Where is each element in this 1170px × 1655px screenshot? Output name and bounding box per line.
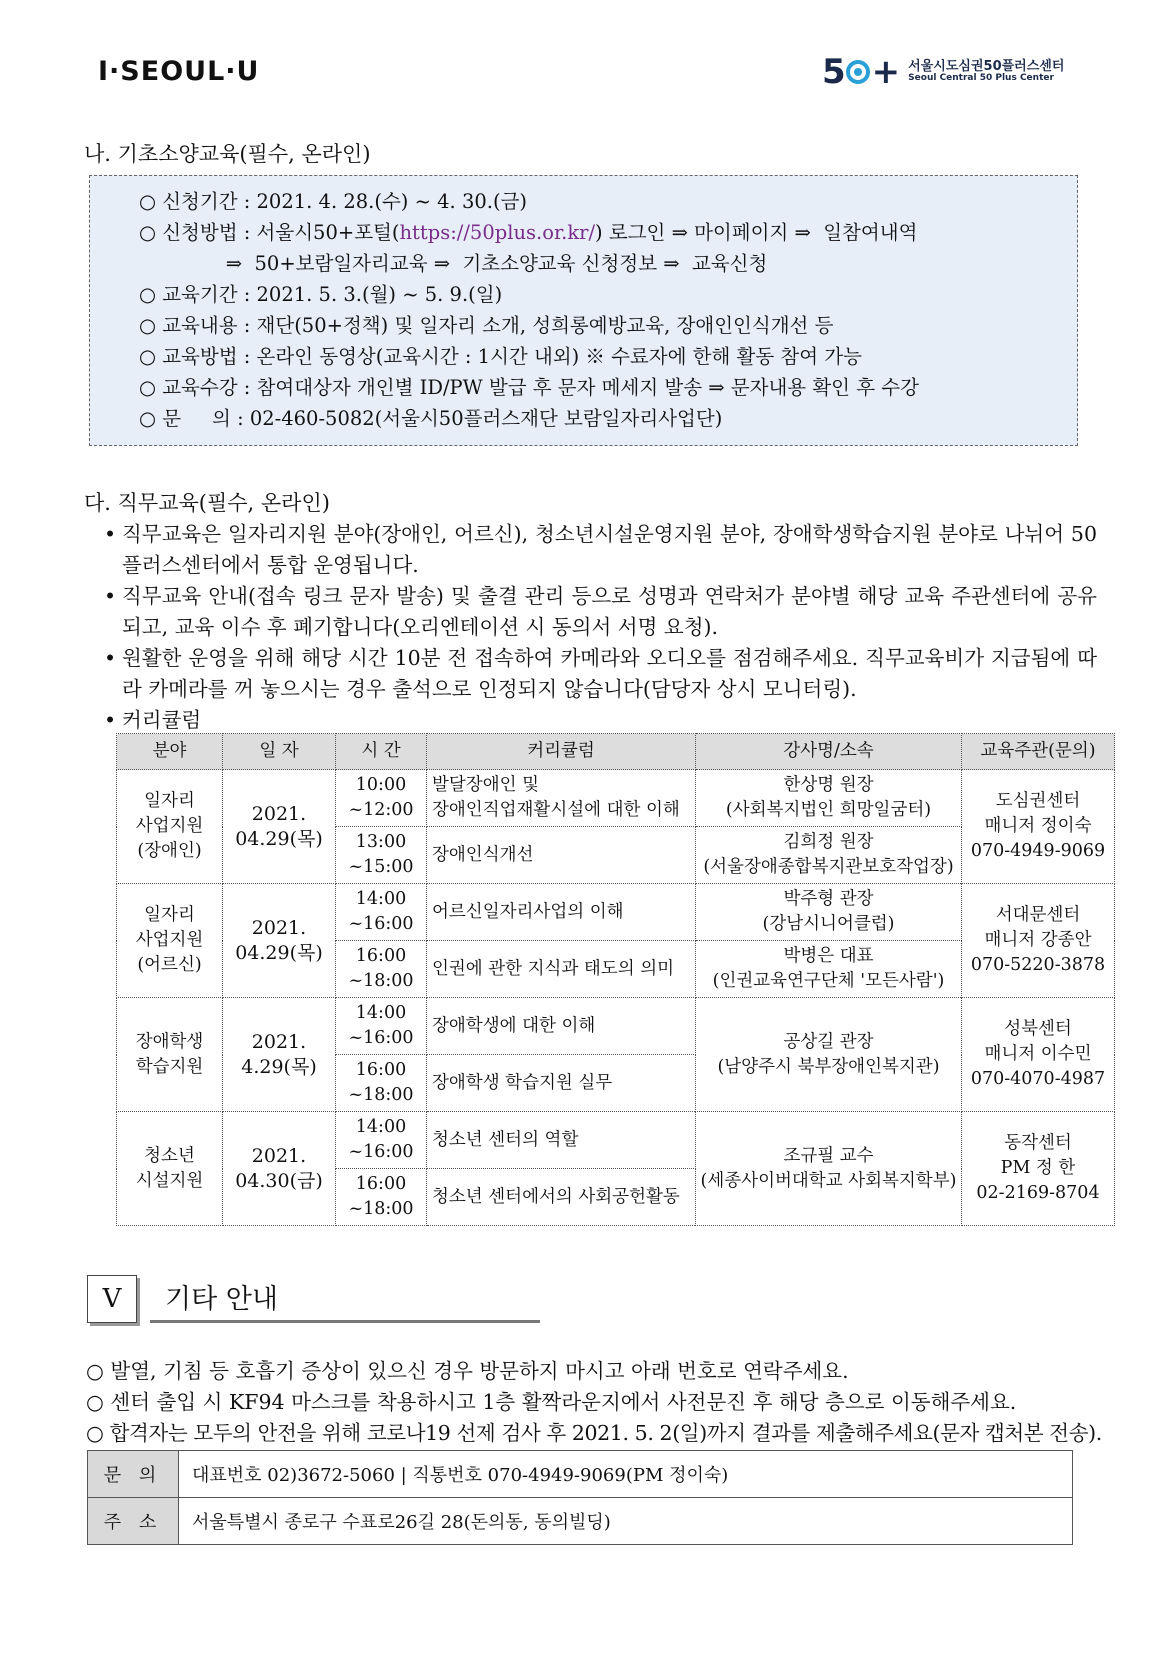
i-seoul-u-logo: I·SEOUL·U [98, 56, 260, 87]
header-cell: 강사명/소속 [696, 734, 962, 770]
center-cell: 도심권센터 매니저 정이숙 070-4949-9069 [962, 770, 1115, 884]
box-line: ○ 교육기간 : 2021. 5. 3.(월) ~ 5. 9.(일) [139, 283, 503, 306]
time-cell: 16:00 ~18:00 [336, 1169, 427, 1226]
time-cell: 14:00 ~16:00 [336, 998, 427, 1055]
box-line: ○ 신청방법 : 서울시50+포털(https://50plus.or.kr/) 로그인 ⇒ 마이페이지 ⇒ 일참여내역 [139, 221, 918, 244]
topic-cell: 장애학생 학습지원 실무 [427, 1055, 696, 1112]
lecturer-cell: 박주형 관장 (강남시니어클럽) [696, 884, 962, 941]
address-label: 주 소 [88, 1498, 179, 1545]
topic-cell: 발달장애인 및 장애인직업재활시설에 대한 이해 [427, 770, 696, 827]
time-cell: 14:00 ~16:00 [336, 1112, 427, 1169]
date-cell: 2021. 04.29(목) [223, 770, 336, 884]
table-row [117, 884, 1115, 941]
section-v-title: 기타 안내 [165, 1284, 278, 1315]
topic-cell: 청소년 센터에서의 사회공헌활동 [427, 1169, 696, 1226]
bullet-item: • 직무교육은 일자리지원 분야(장애인, 어르신), 청소년시설운영지원 분야, 장애학생학습지원 분야로 나뉘어 50플러스센터에서 통합 운영됩니다. [104, 522, 1097, 577]
header-cell: 일 자 [223, 734, 336, 770]
contact-table [87, 1450, 1073, 1545]
time-cell: 10:00 ~12:00 [336, 770, 427, 827]
notice-item: ○ 합격자는 모두의 안전을 위해 코로나19 선제 검사 후 2021. 5. 2(일)까지 결과를 제출해주세요(문자 캡처본 전송). [86, 1421, 1102, 1445]
bullet-item: • 직무교육 안내(접속 링크 문자 발송) 및 출결 관리 등으로 성명과 연락처가 분야별 해당 교육 주관센터에 공유되고, 교육 이수 후 폐기합니다(오리엔테이션 시 동의서 서명 요청). [104, 584, 1097, 639]
lecturer-cell: 한상명 원장 (사회복지법인 희망일굼터) [696, 770, 962, 827]
time-cell: 16:00 ~18:00 [336, 941, 427, 998]
table-row [117, 1112, 1115, 1169]
section-da-title: 다. 직무교육(필수, 온라인) [84, 491, 330, 515]
box-line: ○ 신청기간 : 2021. 4. 28.(수) ~ 4. 30.(금) [139, 190, 528, 213]
box-line: ○ 문 의 : 02-460-5082(서울시50플러스재단 보람일자리사업단) [139, 407, 723, 430]
center-cell: 성북센터 매니저 이수민 070-4070-4987 [962, 998, 1115, 1112]
header-cell: 커리큘럼 [427, 734, 696, 770]
header-cell: 분야 [117, 734, 223, 770]
logo-plus: + [871, 52, 901, 92]
box-line: ○ 교육방법 : 온라인 동영상(교육시간 : 1시간 내외) ※ 수료자에 한해 활동 참여 가능 [139, 345, 862, 368]
field-cell: 일자리 사업지원 (장애인) [117, 770, 223, 884]
contact-label: 문 의 [88, 1451, 179, 1498]
box-line: ○ 교육수강 : 참여대상자 개인별 ID/PW 발급 후 문자 메세지 발송 ⇒ 문자내용 확인 후 수강 [139, 376, 919, 399]
basic-education-box [89, 175, 1078, 446]
center-cell: 동작센터 PM 정 한 02-2169-8704 [962, 1112, 1115, 1226]
time-cell: 16:00 ~18:00 [336, 1055, 427, 1112]
lecturer-cell: 조규필 교수 (세종사이버대학교 사회복지학부) [696, 1112, 962, 1226]
box-line: ○ 교육내용 : 재단(50+정책) 및 일자리 소개, 성희롱예방교육, 장애인인식개선 등 [139, 314, 834, 337]
date-cell: 2021. 04.29(목) [223, 884, 336, 998]
box-line: ⇒ 50+보람일자리교육 ⇒ 기초소양교육 신청정보 ⇒ 교육신청 [139, 252, 768, 275]
date-cell: 2021. 4.29(목) [223, 998, 336, 1112]
bullet-item: • 원활한 운영을 위해 해당 시간 10분 전 접속하여 카메라와 오디오를 점검해주세요. 직무교육비가 지급됨에 따라 카메라를 꺼 놓으시는 경우 출석으로 인정되지 않습니다(담당자 상시 모니터링). [104, 646, 1097, 701]
field-cell: 장애학생 학습지원 [117, 998, 223, 1112]
lecturer-cell: 김희정 원장 (서울장애종합복지관보호작업장) [696, 827, 962, 884]
address-row [88, 1498, 1073, 1545]
time-cell: 14:00 ~16:00 [336, 884, 427, 941]
logo-english: Seoul Central 50 Plus Center [908, 73, 1054, 84]
section-v-underline [150, 1320, 540, 1323]
contact-value: 대표번호 02)3672-5060 | 직통번호 070-4949-9069(PM 정이숙) [179, 1451, 1073, 1498]
topic-cell: 인권에 관한 지식과 태도의 의미 [427, 941, 696, 998]
notice-item: ○ 발열, 기침 등 호흡기 증상이 있으신 경우 방문하지 마시고 아래 번호로 연락주세요. [86, 1359, 849, 1383]
lecturer-cell: 공상길 관장 (남양주시 북부장애인복지관) [696, 998, 962, 1112]
header-cell: 시 간 [336, 734, 427, 770]
curriculum-table [116, 733, 1115, 1226]
topic-cell: 장애인식개선 [427, 827, 696, 884]
logo-number: 5 [822, 52, 844, 92]
seoul-50plus-center-logo [822, 52, 1064, 92]
table-row [117, 770, 1115, 827]
logo-circle-icon [846, 60, 870, 84]
field-cell: 일자리 사업지원 (어르신) [117, 884, 223, 998]
logo-korean: 서울시도심권50플러스센터 [908, 58, 1065, 74]
date-cell: 2021. 04.30(금) [223, 1112, 336, 1226]
address-value: 서울특별시 종로구 수표로26길 28(돈의동, 동의빌딩) [179, 1498, 1073, 1545]
section-na-title: 나. 기초소양교육(필수, 온라인) [84, 142, 371, 166]
header-cell: 교육주관(문의) [962, 734, 1115, 770]
center-cell: 서대문센터 매니저 강종안 070-5220-3878 [962, 884, 1115, 998]
portal-link[interactable]: https://50plus.or.kr/ [399, 221, 596, 244]
table-header-row [117, 734, 1115, 770]
bullet-item: • 커리큘럼 [104, 708, 202, 732]
field-cell: 청소년 시설지원 [117, 1112, 223, 1226]
topic-cell: 장애학생에 대한 이해 [427, 998, 696, 1055]
notice-item: ○ 센터 출입 시 KF94 마스크를 착용하시고 1층 활짝라운지에서 사전문진 후 해당 층으로 이동해주세요. [86, 1390, 1017, 1414]
topic-cell: 청소년 센터의 역할 [427, 1112, 696, 1169]
table-row [117, 998, 1115, 1055]
topic-cell: 어르신일자리사업의 이해 [427, 884, 696, 941]
logo-text [908, 60, 1064, 84]
lecturer-cell: 박병은 대표 (인권교육연구단체 '모든사람') [696, 941, 962, 998]
contact-row [88, 1451, 1073, 1498]
section-number-box: V [87, 1275, 137, 1323]
time-cell: 13:00 ~15:00 [336, 827, 427, 884]
